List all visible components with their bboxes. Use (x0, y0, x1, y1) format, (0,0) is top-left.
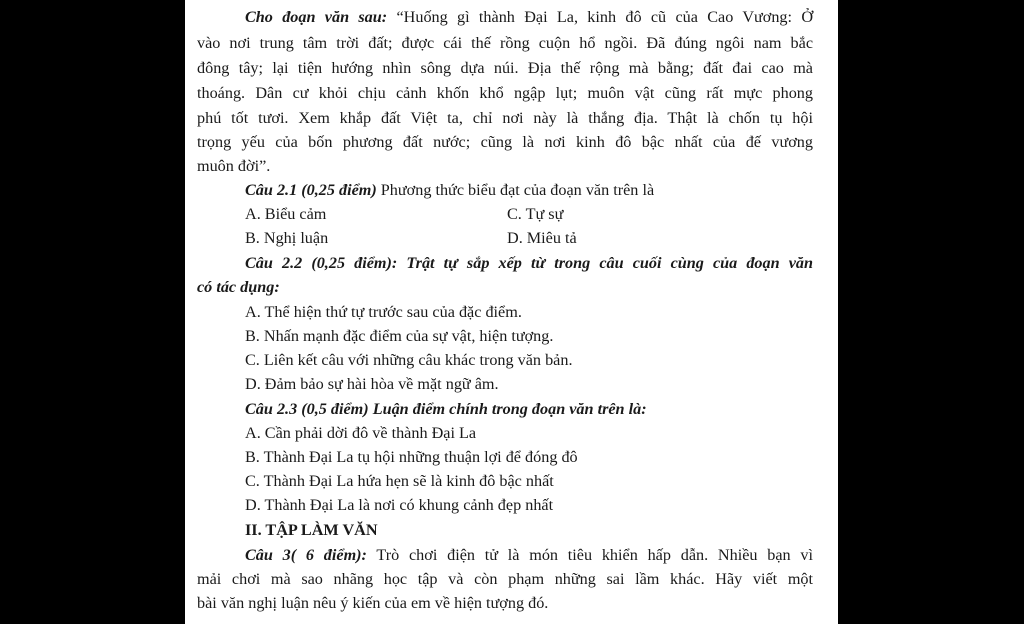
q21-option-d: D. Miêu tả (507, 229, 577, 247)
passage-line-5: phú tốt tươi. Xem khắp đất Việt ta, chỉ nơi này là thắng địa. Thật là chốn tụ hội (197, 109, 813, 127)
passage-line-4: thoáng. Dân cư khỏi chịu cảnh khốn khổ ngập lụt; muôn vật cũng rất mực phong (197, 84, 813, 102)
question-2-3: Câu 2.3 (0,5 điểm) Luận điểm chính trong đoạn văn trên là: (245, 400, 647, 418)
question-2-1-label: Câu 2.1 (0,25 điểm) (245, 181, 377, 199)
question-2-2-line-2: có tác dụng: (197, 278, 280, 296)
passage-line-2: vào nơi trung tâm trời đất; được cái thế rồng cuộn hổ ngồi. Đã đúng ngôi nam bắc (197, 34, 813, 52)
passage-line-3: đông tây; lại tiện hướng nhìn sông dựa núi. Địa thế rộng mà bằng; đất đai cao mà (197, 59, 813, 77)
passage-line-7: muôn đời”. (197, 157, 271, 175)
passage-line-1: Cho đoạn văn sau: “Huống gì thành Đại La, kinh đô cũ của Cao Vương: Ở (245, 8, 814, 26)
question-3-line-2: mải chơi mà sao nhãng học tập và còn phạm những sai lầm khác. Hãy viết một (197, 570, 813, 588)
passage-line-6: trọng yếu của bốn phương đất nước; cũng là nơi kinh đô bậc nhất của đế vương (197, 133, 813, 151)
question-3-line-3: bài văn nghị luận nêu ý kiến của em về hiện tượng đó. (197, 594, 549, 612)
q23-option-a: A. Cần phải dời đô về thành Đại La (245, 424, 477, 442)
question-2-1: Câu 2.1 (0,25 điểm) Phương thức biểu đạt của đoạn văn trên là (245, 181, 655, 199)
q22-option-c: C. Liên kết câu với những câu khác trong văn bản. (245, 351, 573, 369)
question-3-label: Câu 3( 6 điểm): (245, 546, 367, 564)
q21-option-b: B. Nghị luận (245, 229, 329, 247)
q21-option-c: C. Tự sự (507, 205, 564, 223)
q22-option-a: A. Thể hiện thứ tự trước sau của đặc điểm. (245, 303, 522, 321)
q23-option-b: B. Thành Đại La tụ hội những thuận lợi để đóng đô (245, 448, 578, 466)
q21-option-a: A. Biểu cảm (245, 205, 327, 223)
document-page (185, 0, 838, 624)
question-2-2-line-1: Câu 2.2 (0,25 điểm): Trật tự sắp xếp từ trong câu cuối cùng của đoạn văn (245, 254, 813, 272)
q23-option-c: C. Thành Đại La hứa hẹn sẽ là kinh đô bậc nhất (245, 472, 554, 490)
passage-label: Cho đoạn văn sau: (245, 8, 388, 26)
q22-option-d: D. Đảm bảo sự hài hòa về mặt ngữ âm. (245, 375, 499, 393)
question-3-line-1: Câu 3( 6 điểm): Trò chơi điện tử là món tiêu khiển hấp dẫn. Nhiều bạn vì (245, 546, 813, 564)
q23-option-d: D. Thành Đại La là nơi có khung cảnh đẹp nhất (245, 496, 554, 514)
q22-option-b: B. Nhấn mạnh đặc điểm của sự vật, hiện tượng. (245, 327, 554, 345)
section-heading: II. TẬP LÀM VĂN (245, 521, 378, 539)
